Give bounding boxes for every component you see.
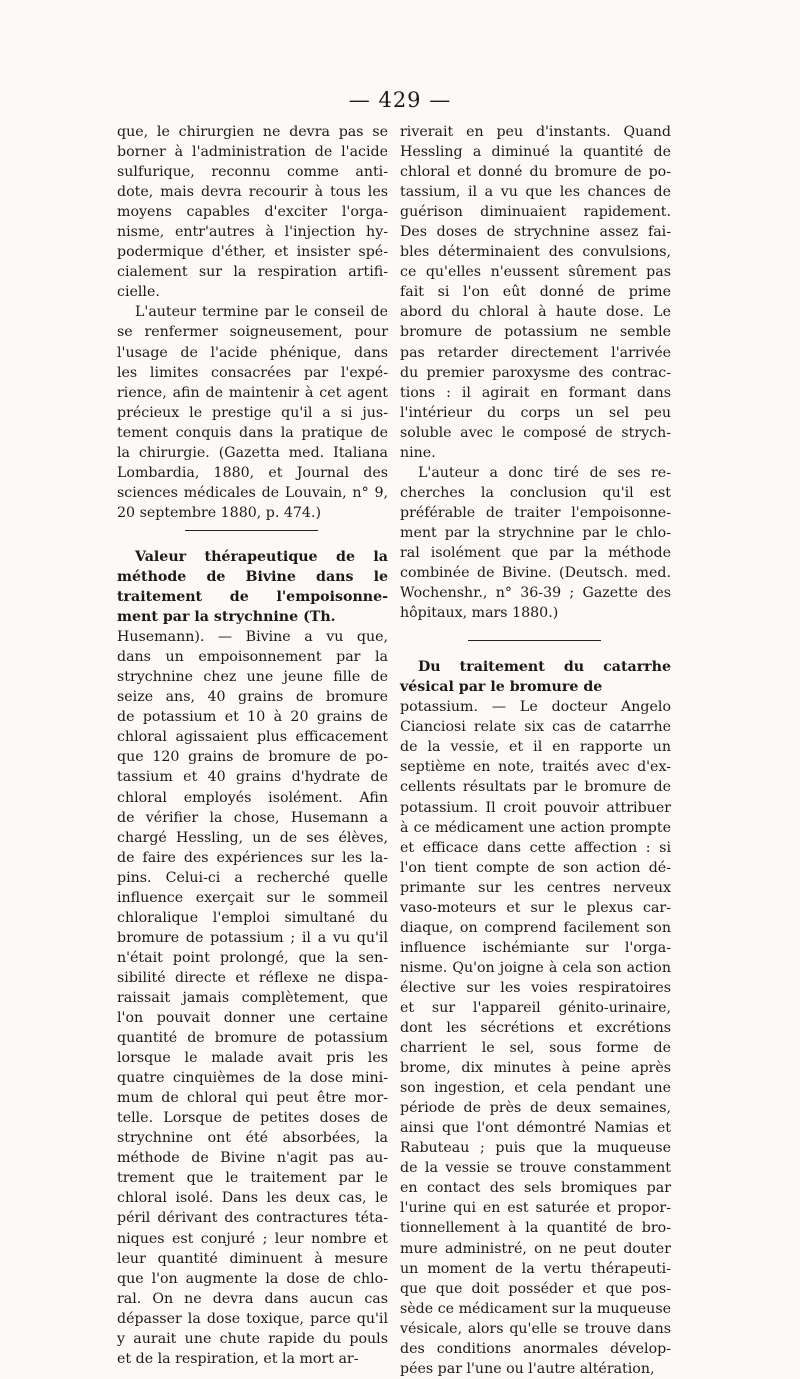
text-line: seize ans, 40 grains de bromure xyxy=(117,689,388,706)
text-line: de potassium et 10 à 20 grains de xyxy=(117,709,388,726)
text-line: dans un empoisonnement par la xyxy=(117,649,388,666)
text-line: des conditions anormales dévelop- xyxy=(400,1340,671,1357)
text-line: ment par la strychnine par le chlo- xyxy=(400,524,671,541)
text-line: les limites consacrées par l'expé- xyxy=(117,364,388,381)
text-line: pées par l'une ou l'autre altération, xyxy=(400,1360,655,1377)
right-column xyxy=(400,122,671,1379)
text-line: leur quantité diminuent à mesure xyxy=(117,1250,388,1267)
text-line: l'urine qui en est saturée et propor- xyxy=(400,1200,671,1217)
text-line: péril dérivant des contractures téta- xyxy=(117,1210,388,1227)
text-line: l'intérieur du corps un sel peu xyxy=(400,404,671,421)
text-line: abord du chloral à haute dose. Le xyxy=(400,304,671,321)
text-line: que 120 grains de bromure de po- xyxy=(117,749,388,766)
text-line: tionnellement à la quantité de bro- xyxy=(400,1220,671,1237)
text-line: la chirurgie. (Gazetta med. Italiana xyxy=(117,444,388,461)
text-line: période de près de deux semaines, xyxy=(400,1100,671,1117)
text-line: rience, afin de maintenir à cet agent xyxy=(117,384,388,401)
text-line: que l'on augmente la dose de chlo- xyxy=(117,1270,388,1287)
text-line: de la vessie, et il en rapporte un xyxy=(400,739,671,756)
text-line: Du traitement du catarrhe xyxy=(418,659,671,676)
spacer xyxy=(400,623,671,633)
text-line: 20 septembre 1880, p. 474.) xyxy=(117,504,321,521)
text-line: borner à l'administration de l'acide xyxy=(117,144,388,161)
section-divider xyxy=(117,523,388,537)
text-line: cielle. xyxy=(117,284,160,301)
text-line: cherches la conclusion qu'il est xyxy=(400,484,671,501)
text-line: Rabuteau ; puis que la muqueuse xyxy=(400,1140,671,1157)
text-line: quantité de bromure de potassium xyxy=(117,1030,388,1047)
text-line: Lombardia, 1880, et Journal des xyxy=(117,464,388,481)
text-line: de vérifier la chose, Husemann a xyxy=(117,809,388,826)
text-line: cialement sur la respiration artifi- xyxy=(117,264,388,281)
text-line: moyens capables d'exciter l'orga- xyxy=(117,204,388,221)
text-line: L'auteur termine par le conseil de xyxy=(135,304,388,321)
text-line: Cianciosi relate six cas de catarrhe xyxy=(400,719,671,736)
text-line: cellents résultats par le bromure de xyxy=(400,779,671,796)
text-line: raissait jamais complètement, que xyxy=(117,989,388,1006)
text-line: Valeur thérapeutique de la xyxy=(135,548,388,565)
text-line: Hessling a diminué la quantité de xyxy=(400,144,671,161)
text-line: méthode de Bivine n'agit pas au- xyxy=(117,1150,388,1167)
text-line: et sur l'appareil génito-urinaire, xyxy=(400,999,671,1016)
text-line: dont les sécrétions et excrétions xyxy=(400,1020,671,1037)
text-line: strychnine chez une jeune fille de xyxy=(117,669,388,686)
text-line: brome, dix minutes à peine après xyxy=(400,1060,671,1077)
text-line: de la vessie se trouve constamment xyxy=(400,1160,671,1177)
text-line: précieux le prestige qu'il a si jus- xyxy=(117,404,388,421)
text-line: son ingestion, et cela pendant une xyxy=(400,1080,671,1097)
text-line: que que doit posséder et que pos- xyxy=(400,1280,671,1297)
text-line: lorsque le malade avait pris les xyxy=(117,1050,388,1067)
spacer xyxy=(400,647,671,657)
text-line: chargé Hessling, un de ses élèves, xyxy=(117,829,388,846)
bivine-section-body xyxy=(117,627,388,1369)
text-line: riverait en peu d'instants. Quand xyxy=(400,124,671,140)
text-line: tement conquis dans la pratique de xyxy=(117,424,388,441)
left-acide-phenique-paragraph xyxy=(117,302,388,523)
text-line: traitement de l'empoisonne- xyxy=(117,589,388,606)
text-line: trement que le traitement par le xyxy=(117,1170,388,1187)
text-line: se renfermer soigneusement, pour xyxy=(117,324,388,341)
text-line: chloralique l'emploi simultané du xyxy=(117,909,388,926)
text-line: ral isolément que par la méthode xyxy=(400,544,671,561)
text-line: charrient le sel, sous forme de xyxy=(400,1040,671,1057)
text-line: nisme. Qu'on joigne à cela son action xyxy=(400,959,671,976)
text-line: primante sur les centres nerveux xyxy=(400,879,671,896)
text-line: l'usage de l'acide phénique, dans xyxy=(117,344,388,361)
text-line: influence exerçait sur le sommeil xyxy=(117,889,388,906)
text-line: potassium. Il croit pouvoir attribuer xyxy=(400,799,671,816)
text-line: guérison diminuaient rapidement. xyxy=(400,204,671,221)
text-line: telle. Lorsque de petites doses de xyxy=(117,1110,388,1127)
text-line: de faire des expériences sur les la- xyxy=(117,849,388,866)
text-line: quatre cinquièmes de la dose mini- xyxy=(117,1070,388,1087)
page-number: — 429 — xyxy=(348,88,452,112)
text-line: vésical par le bromure de xyxy=(400,679,603,696)
left-intro-paragraph xyxy=(117,122,388,302)
text-line: sulfurique, reconnu comme anti- xyxy=(117,164,388,181)
text-line: podermique d'éther, et insister spé- xyxy=(117,244,388,261)
text-line: niques est conjuré ; leur nombre et xyxy=(117,1230,388,1247)
catarrhe-section-heading xyxy=(400,657,671,697)
text-line: élective sur les voies respiratoires xyxy=(400,979,671,996)
text-line: chloral employés isolément. Afin xyxy=(117,789,388,806)
text-line: méthode de Bivine dans le xyxy=(117,568,388,585)
text-line: à ce médicament une action prompte xyxy=(400,819,671,836)
text-line: sède ce médicament sur la muqueuse xyxy=(400,1300,671,1317)
text-line: mum de chloral qui peut être mor- xyxy=(117,1090,388,1107)
text-line: potassium. — Le docteur Angelo xyxy=(400,699,671,716)
text-line: chloral agissaient plus efficacement xyxy=(117,729,388,746)
text-line: septième en note, traités avec d'ex- xyxy=(400,759,671,776)
text-line: que, le chirurgien ne devra pas se xyxy=(117,124,388,140)
text-line: pas retarder directement l'arrivée xyxy=(400,344,671,361)
text-line: strychnine ont été absorbées, la xyxy=(117,1130,388,1147)
text-line: n'était point prolongé, que la sen- xyxy=(117,949,388,966)
text-line: bromure de potassium ne semble xyxy=(400,324,671,341)
right-intro-paragraph xyxy=(400,122,671,463)
text-line: mure administré, on ne peut douter xyxy=(400,1240,671,1257)
text-line: chloral et donné du bromure de po- xyxy=(400,164,671,181)
text-line: vaso-moteurs et sur le plexus car- xyxy=(400,899,671,916)
text-line: ral. On ne devra dans aucun cas xyxy=(117,1290,388,1307)
text-line: sciences médicales de Louvain, n° 9, xyxy=(117,484,388,501)
text-line: dote, mais devra recourir à tous les xyxy=(117,184,388,201)
text-line: bromure de potassium ; il a vu qu'il xyxy=(117,929,388,946)
text-line: y aurait une chute rapide du pouls xyxy=(117,1330,388,1347)
text-line: Wochenshr., n° 36-39 ; Gazette des xyxy=(400,585,671,602)
text-line: tions : il agirait en formant dans xyxy=(400,384,671,401)
text-line: vésicale, alors qu'elle se trouve dans xyxy=(400,1320,671,1337)
text-line: combinée de Bivine. (Deutsch. med. xyxy=(400,565,671,582)
text-line: ainsi que l'ont démontré Namias et xyxy=(400,1120,671,1137)
text-line: ce qu'elles n'eussent sûrement pas xyxy=(400,264,671,281)
section-divider xyxy=(400,633,671,647)
text-line: dépasser la dose toxique, parce qu'il xyxy=(117,1310,388,1327)
text-line: diaque, on comprend facilement son xyxy=(400,919,671,936)
text-line: tassium, il a vu que les chances de xyxy=(400,184,671,201)
catarrhe-section-body xyxy=(400,697,671,1379)
text-line: nisme, entr'autres à l'injection hy- xyxy=(117,224,388,241)
text-line: un moment de la vertu thérapeuti- xyxy=(400,1260,671,1277)
text-line: du premier paroxysme des contrac- xyxy=(400,364,671,381)
text-line: L'auteur a donc tiré de ses re- xyxy=(418,464,671,481)
text-line: sibilité directe et réflexe ne dispa- xyxy=(117,969,388,986)
text-line: pins. Celui-ci a recherché quelle xyxy=(117,869,388,886)
text-line: chloral isolé. Dans les deux cas, le xyxy=(117,1190,388,1207)
text-line: influence ischémiante sur l'orga- xyxy=(400,939,671,956)
text-line: Des doses de strychnine assez fai- xyxy=(400,224,671,241)
text-line: l'on tient compte de son action dé- xyxy=(400,859,671,876)
text-line: nine. xyxy=(400,444,436,461)
text-line: préférable de traiter l'empoisonne- xyxy=(400,504,671,521)
right-conclusion-paragraph xyxy=(400,463,671,623)
text-line: en contact des sels bromiques par xyxy=(400,1180,671,1197)
text-line: hôpitaux, mars 1880.) xyxy=(400,605,559,622)
text-line: fait si l'on eût donné de prime xyxy=(400,284,671,301)
text-line: tassium et 40 grains d'hydrate de xyxy=(117,769,388,786)
text-line: et de la respiration, et la mort ar- xyxy=(117,1350,359,1367)
spacer xyxy=(117,537,388,547)
text-line: ment par la strychnine (Th. xyxy=(117,609,336,626)
text-line: l'on pouvait donner une certaine xyxy=(117,1010,388,1027)
text-line: soluble avec le composé de strych- xyxy=(400,424,671,441)
text-line: Husemann). — Bivine a vu que, xyxy=(117,629,388,646)
text-line: et efficace dans cette affection : si xyxy=(400,839,671,856)
text-line: bles déterminaient des convulsions, xyxy=(400,244,671,261)
bivine-section-heading xyxy=(117,547,388,627)
left-column xyxy=(117,122,388,1369)
